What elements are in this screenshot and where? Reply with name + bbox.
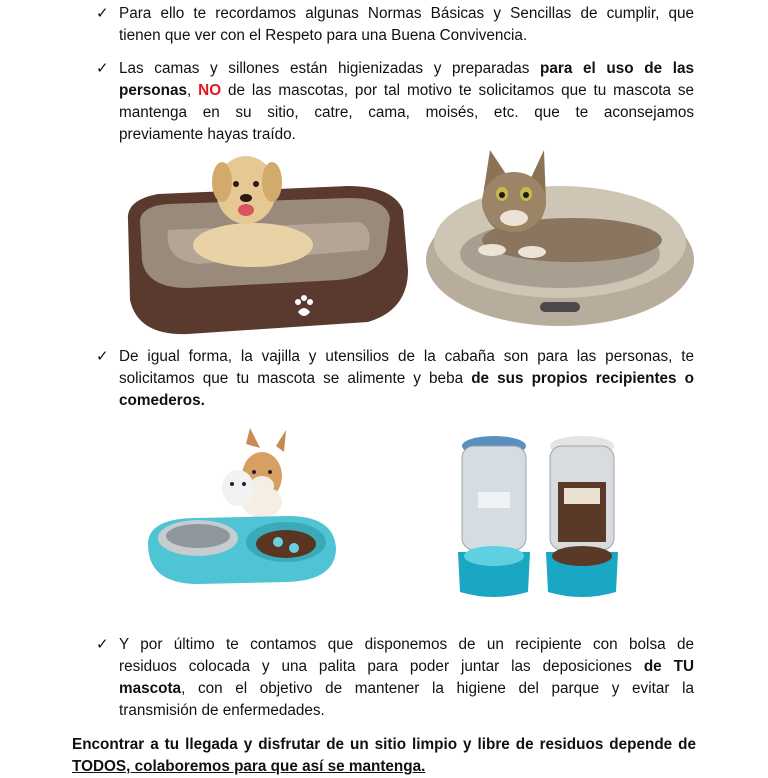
bold-segment: personas (119, 82, 188, 99)
cat-bed-image (422, 142, 698, 336)
checkmark-icon: ✓ (96, 60, 109, 77)
text-line: transmisión de enfermedades. (119, 702, 325, 719)
bold-segment: de sus propios recipientes o (471, 370, 694, 387)
text-line: Para ello te recordamos algunas Normas Básicas y Sencillas de cumplir, que (119, 5, 694, 22)
bold-segment: comederos. (119, 392, 205, 409)
text-line: mantenga en su sitio, catre, cama, moisés, etc. que te aconsejamos (119, 104, 694, 121)
bold-segment: para el uso de las (540, 60, 694, 77)
checkmark-icon: ✓ (96, 348, 109, 365)
text-line: De igual forma, la vajilla y utensilios de la cabaña son para las personas, te (119, 348, 694, 365)
bold-segment: de TU (643, 658, 694, 675)
bold-segment: mascota (119, 680, 182, 697)
text-line: previamente hayas traído. (119, 126, 296, 143)
text-line: Encontrar a tu llegada y disfrutar de un sitio limpio y libre de residuos depende de (72, 736, 696, 753)
text-line: TODOS, colaboremos para que así se mantenga. (72, 758, 426, 775)
dog-bed-image (118, 150, 412, 338)
bullet-camas: ✓ Las camas y sillones están higienizadas y preparadas para el uso de las personas, NO de las mascotas, por tal motivo te solicitamos que tu mascota se mantenga en su sitio, catre, cama, moisés, etc. que te aconsejamos previamente hayas traído. (96, 58, 694, 146)
pet-dispensers-image (456, 432, 620, 602)
text-segment: Las camas y sillones están higienizadas y preparadas (119, 60, 541, 77)
checkmark-icon: ✓ (96, 5, 109, 22)
dog-bowl-image (138, 424, 342, 610)
text-segment: solicitamos que tu mascota se alimente y beba (119, 370, 472, 387)
text-line: Y por último te contamos que disponemos de un recipiente con bolsa de (119, 636, 694, 653)
no-highlight: NO (198, 82, 222, 99)
closing-paragraph (72, 734, 696, 778)
bullet-normas (96, 3, 694, 47)
checkmark-icon: ✓ (96, 636, 109, 653)
bullet-residuos: ✓ Y por último te contamos que disponemos de un recipiente con bolsa de residuos colocada y una palita para poder juntar las deposiciones de TU mascota, con el objetivo de mantener la higiene del parque y evitar la transmisión de enfermedades. (96, 634, 694, 722)
text-segment: residuos colocada y una palita para poder juntar las deposiciones (119, 658, 644, 675)
text-line: tienen que ver con el Respeto para una Buena Convivencia. (119, 27, 528, 44)
bullet-vajilla (96, 346, 694, 412)
